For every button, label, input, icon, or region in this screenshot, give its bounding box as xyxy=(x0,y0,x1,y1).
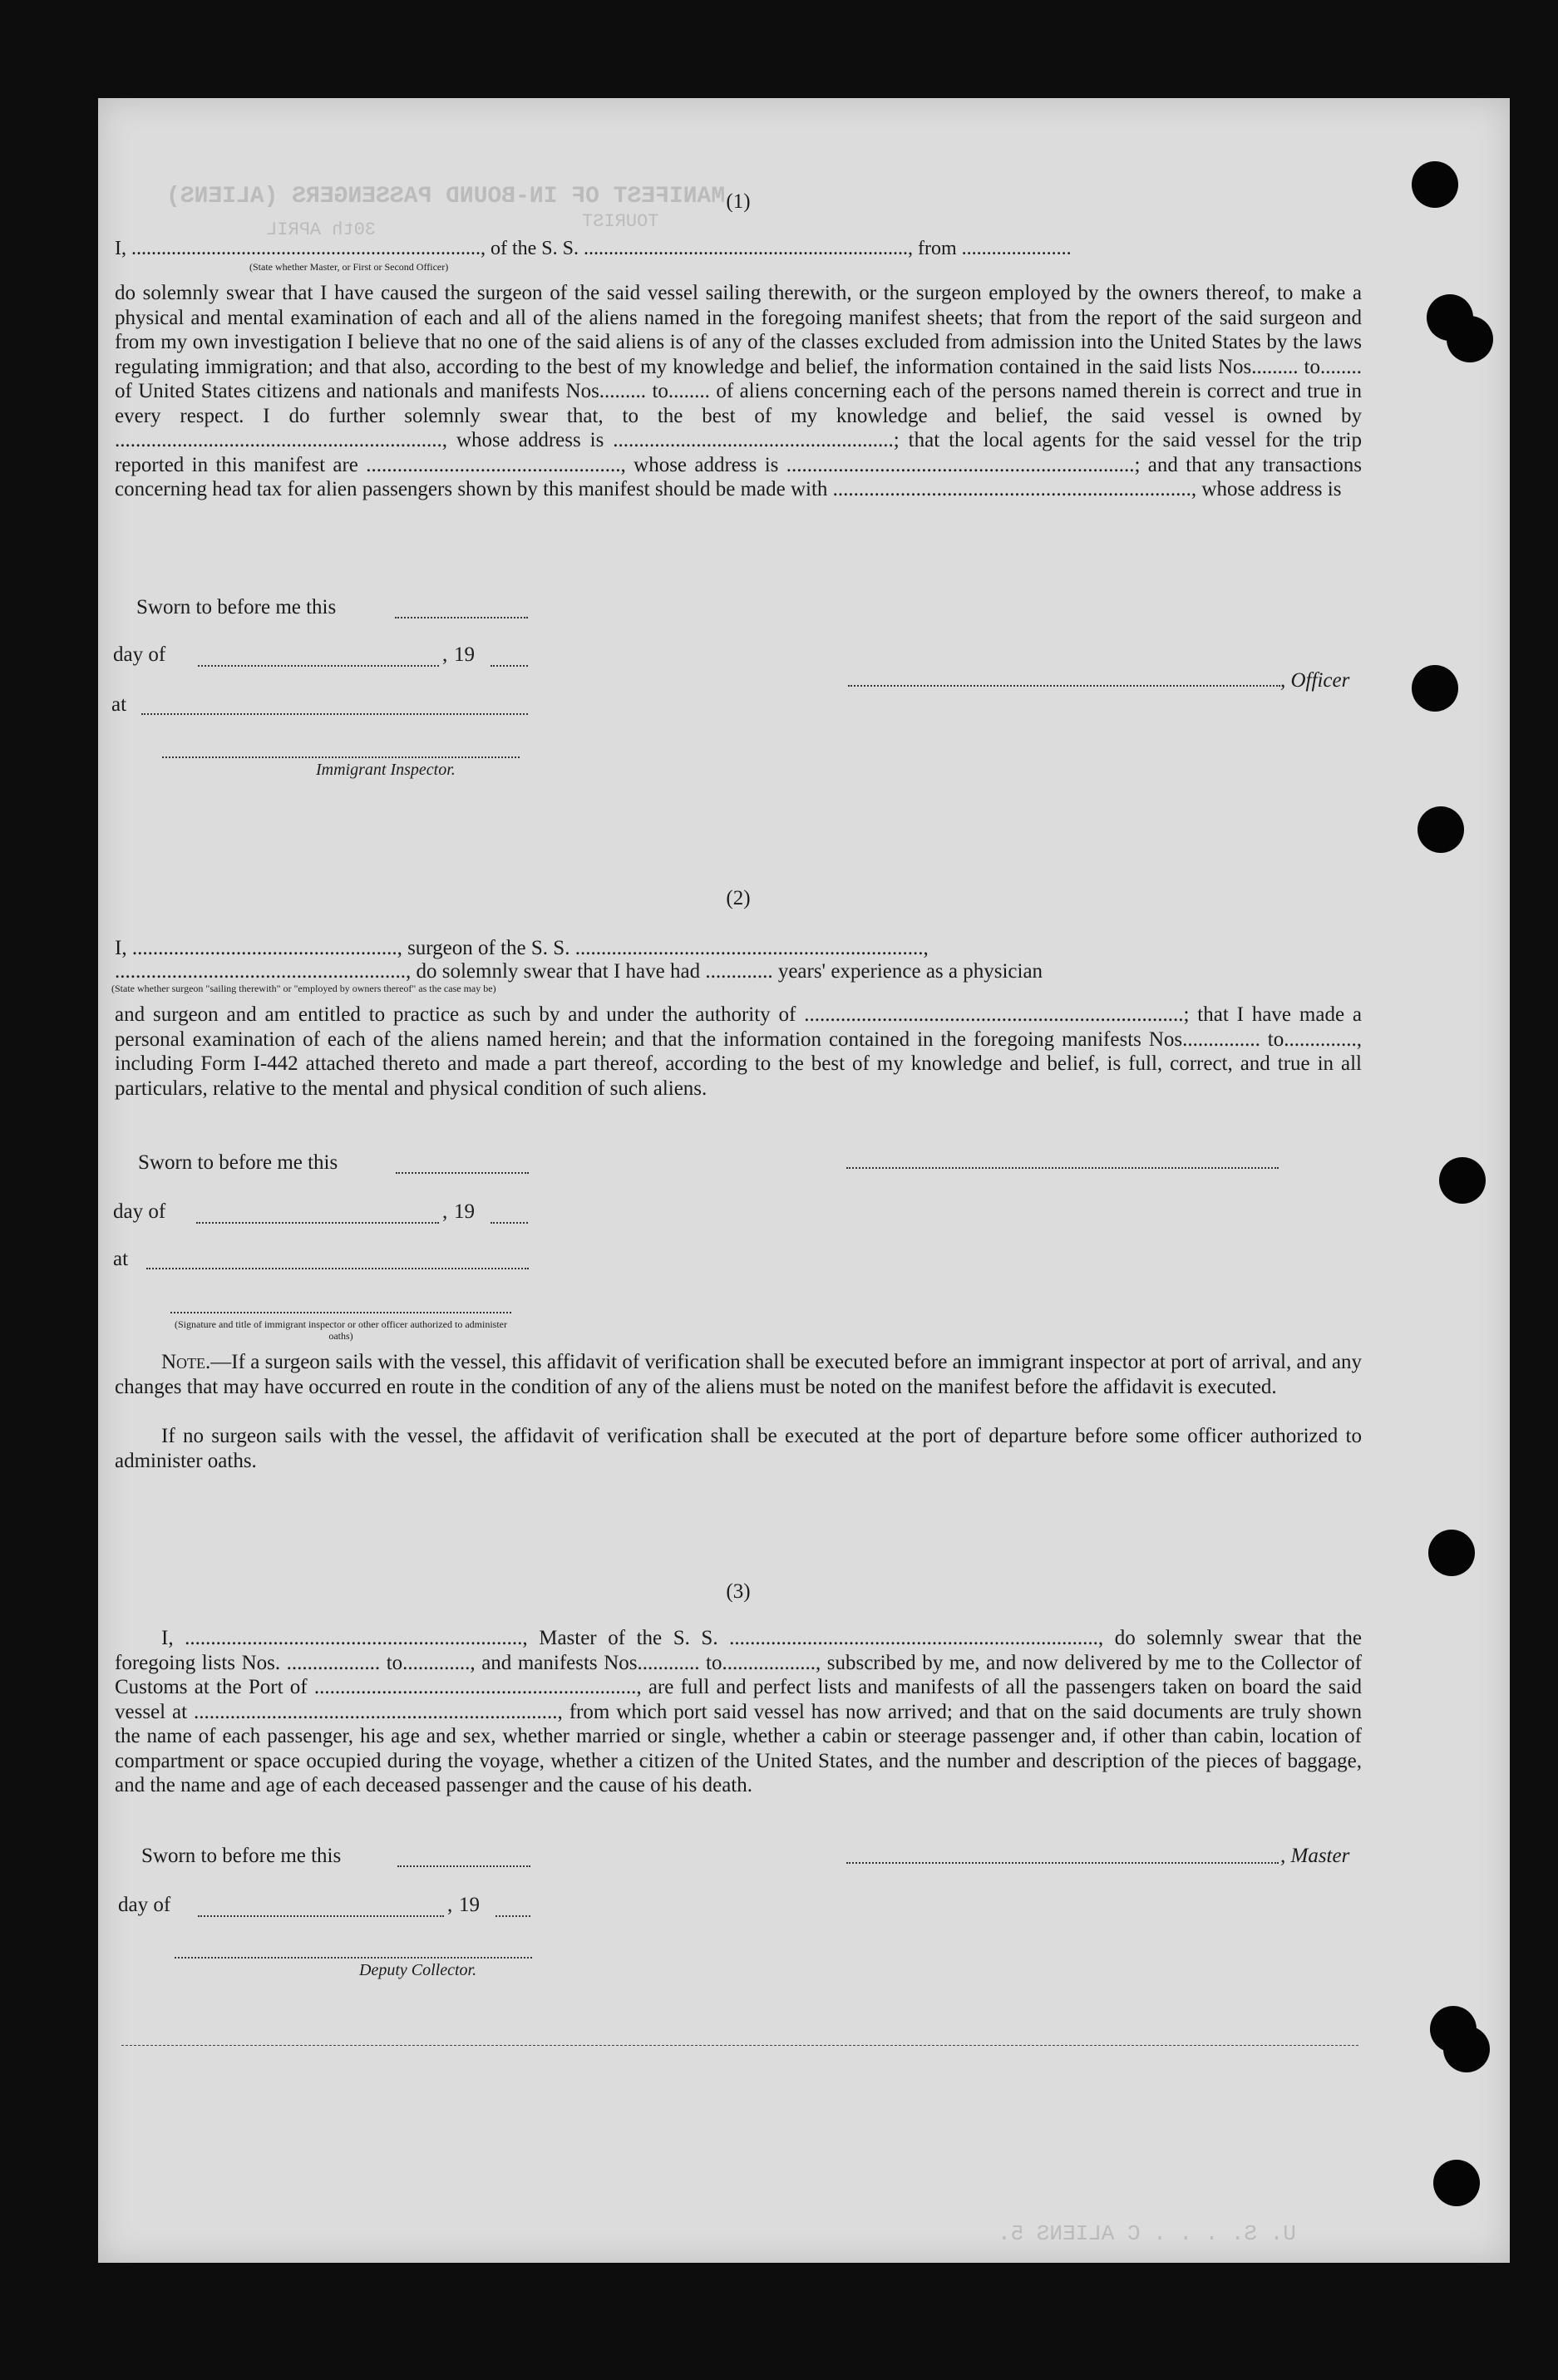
bleed-through-class: TOURIST xyxy=(582,211,659,232)
section1-line1: I, ......................................................................, of the S. S. ................................................................., from ...................... xyxy=(115,238,1072,259)
section2-note-label: Note. xyxy=(161,1351,211,1373)
section2-day-line xyxy=(196,1222,439,1224)
section2-line2: ........................................................, do solemnly swear that I have had ............. years' experience as a physician xyxy=(115,960,1043,983)
bleed-through-bottom: U. S. . . . C ALIENS 5. xyxy=(998,2221,1296,2246)
section2-caption: (State whether surgeon "sailing therewith" or "employed by owners thereof" as the case may be) xyxy=(111,983,496,994)
section2-sworn-line xyxy=(396,1172,529,1174)
binder-hole xyxy=(1433,2160,1480,2206)
section1-year-line xyxy=(491,665,528,667)
section1-year: 19 xyxy=(454,643,475,666)
section1-at: at xyxy=(111,693,127,716)
section2-day-of: day of xyxy=(113,1200,166,1223)
section2-year: 19 xyxy=(454,1200,475,1223)
section3-year: 19 xyxy=(459,1894,480,1916)
section2-note1-text: —If a surgeon sails with the vessel, this affidavit of verification shall be executed before an immigrant inspector at port of arrival, and any changes that may have occurred en route in the condition of any of the aliens must be noted on the manifest before the affidavit is executed. xyxy=(115,1351,1362,1398)
section3-deputy: Deputy Collector. xyxy=(359,1961,477,1979)
section3-day-of: day of xyxy=(118,1894,171,1916)
section1-body: do solemnly swear that I have caused the surgeon of the said vessel sailing therewith, or the surgeon employed by the owners thereof, to make a physical and mental examination of each and all of the aliens named in the foregoing manifest sheets; that from the report of the said surgeon and from my own investigation I believe that no one of the said aliens is of any of the classes excluded from admission into the United States by the laws regulating immigration; and that also, according to the best of my knowledge and belief, the information contained in the said lists Nos......... to........ of United States citizens and nationals and manifests Nos......... to........ of aliens concerning each of the persons named therein is correct and true in every respect. I do further solemnly swear that, to the best of my knowledge and belief, the said vessel is owned by ..............................................................., whose address is ......................................................; that the local agents for the said vessel for the trip reported in this manifest are ................................................., whose address is ...................................................................; and that any transactions concerning head tax for alien passengers shown by this manifest should be made with ....................................................................., whose address is xyxy=(115,282,1362,500)
section3-day-line xyxy=(198,1915,444,1917)
section2-officer-line xyxy=(170,1312,511,1313)
section2-at: at xyxy=(113,1248,129,1270)
binder-hole xyxy=(1447,316,1493,362)
section3-year-line xyxy=(496,1915,530,1917)
section3-body: I, ................................................................., Master of the S. S. ......................................................................., do solemnly swear that the foregoing lists Nos. .................. to............., and manifests Nos............ to.................., subscribed by me, and now delivered by me to the Collector of Customs at the Port of .............................................................., are full and perfect lists and manifests of all the passengers taken on board the said vessel at ......................................................................, from which port said vessel has now arrived; and that on the said documents are truly shown the name of each passenger, his age and sex, whether married or single, whether a cabin or steerage passenger and, if other than cabin, location of compartment or space occupied during the voyage, whether a citizen of the United States, and the number and description of the pieces of baggage, and the name and age of each deceased passenger and the cause of his death. xyxy=(115,1627,1362,1796)
section1-sworn-line xyxy=(395,617,528,618)
section1-officer-line xyxy=(848,685,1280,687)
section3-sworn: Sworn to before me this xyxy=(141,1845,342,1867)
section3-number: (3) xyxy=(726,1580,751,1603)
section3-master-line xyxy=(846,1862,1279,1864)
section2-note2: If no surgeon sails with the vessel, the affidavit of verification shall be executed at the port of departure before some officer authorized to administer oaths. xyxy=(115,1425,1362,1472)
section1-day-of: day of xyxy=(113,643,166,666)
section3-sworn-line xyxy=(397,1865,530,1867)
section3-master: , Master xyxy=(1280,1845,1350,1867)
binder-hole xyxy=(1428,1530,1475,1576)
binder-hole xyxy=(1412,665,1458,712)
section1-at-line xyxy=(141,713,528,715)
section2-at-line xyxy=(146,1268,529,1269)
section3-year-comma: , xyxy=(447,1894,453,1916)
section1-inspector: Immigrant Inspector. xyxy=(316,761,456,779)
section2-year-comma: , xyxy=(442,1200,448,1223)
section1-year-comma: , xyxy=(442,643,448,666)
section1-day-line xyxy=(198,665,439,667)
bleed-through-date: 30th APRIL xyxy=(266,219,377,240)
binder-hole xyxy=(1412,161,1458,208)
section2-number: (2) xyxy=(726,887,751,909)
section1-sworn: Sworn to before me this xyxy=(136,596,337,618)
section2-signature-line xyxy=(846,1167,1279,1169)
binder-hole xyxy=(1439,1157,1486,1204)
binder-hole xyxy=(1443,2026,1490,2072)
section1-number: (1) xyxy=(726,190,751,213)
section2-sworn: Sworn to before me this xyxy=(138,1151,338,1174)
section1-caption: (State whether Master, or First or Second Officer) xyxy=(249,261,449,273)
section2-sig-caption: (Signature and title of immigrant inspector or other officer authorized to administer oaths) xyxy=(175,1318,507,1342)
section2-line1: I, ..................................................., surgeon of the S. S. ..................................................................., xyxy=(115,937,929,959)
section2-body: and surgeon and am entitled to practice as such by and under the authority of .........................................................................; that I have made a personal examination of each of the aliens named herein; and that the information contained in the foregoing manifests Nos............... to.............., including Form I-442 attached thereto and made a part thereof, according to the best of my knowledge and belief, is full, correct, and true in all particulars, relative to the mental and physical condition of such aliens. xyxy=(115,1003,1362,1100)
bleed-through-header: MANIFEST OF IN-BOUND PASSENGERS (ALIENS) xyxy=(166,184,726,209)
section2-note1 xyxy=(115,1350,1362,1399)
binder-hole xyxy=(1417,806,1464,853)
section2-year-line xyxy=(491,1222,528,1224)
bottom-divider xyxy=(121,2045,1358,2046)
section1-officer: , Officer xyxy=(1280,669,1350,692)
